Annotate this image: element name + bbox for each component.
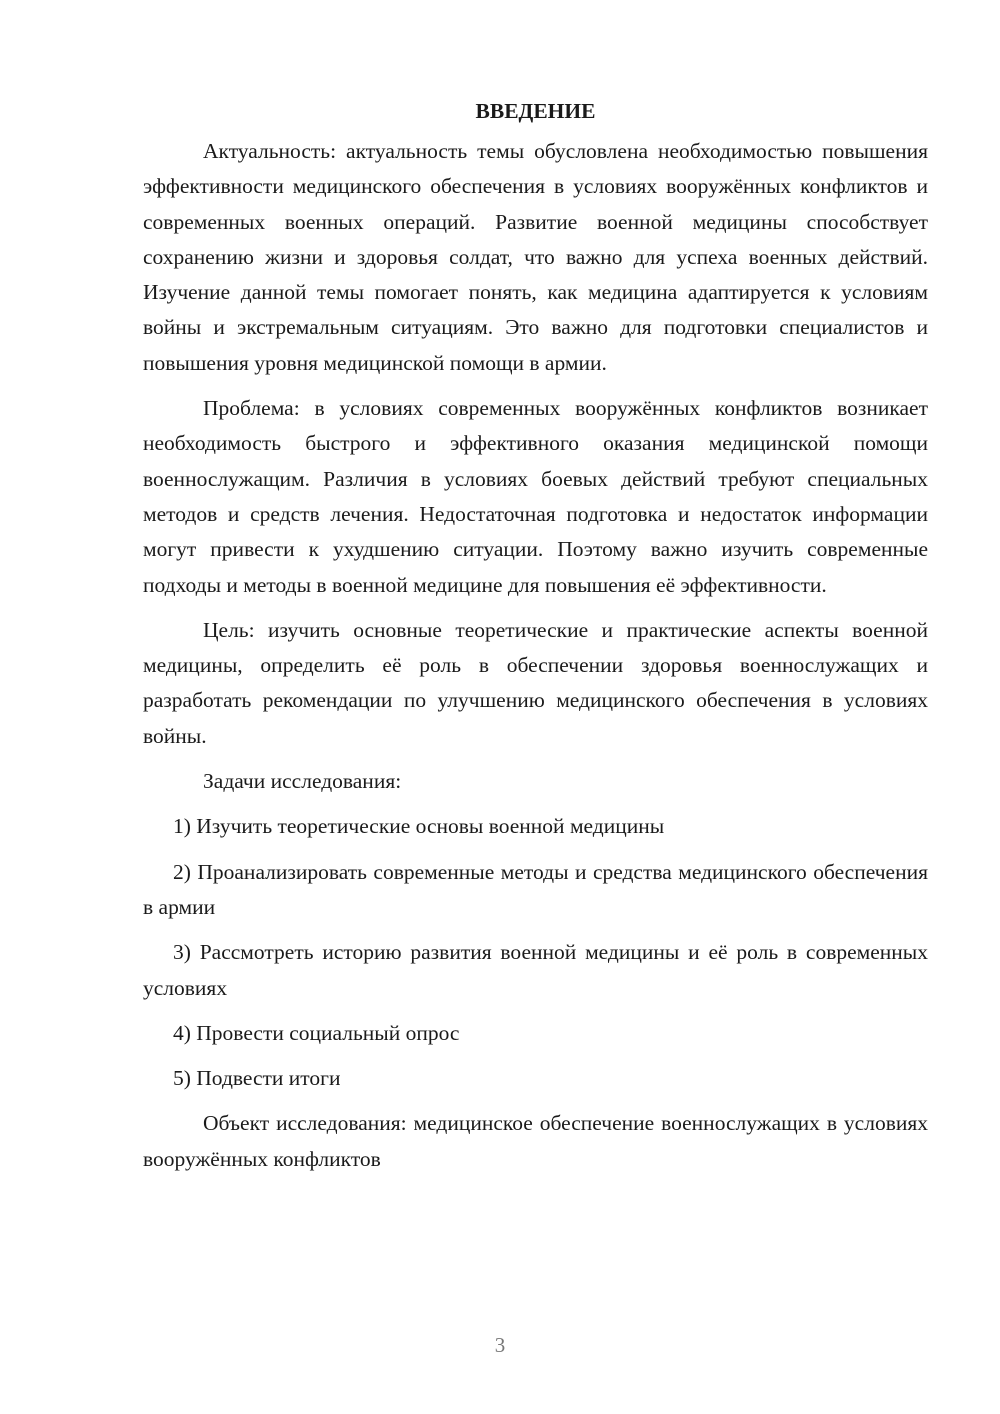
task-item-4: 4) Провести социальный опрос	[173, 1020, 460, 1045]
goal-paragraph: Цель: изучить основные теоретические и практические аспекты военной медицины, определить её роль в обеспечении здоровья военнослужащих и разработать рекомендации по улучшению медицинского обеспечения в условиях войны.	[143, 617, 928, 748]
task-item-3: 3) Рассмотреть историю развития военной медицины и её роль в современных условиях	[143, 940, 928, 1000]
object-paragraph: Объект исследования: медицинское обеспечение военнослужащих в условиях вооружённых конфликтов	[143, 1111, 928, 1171]
problem-paragraph: Проблема: в условиях современных вооружённых конфликтов возникает необходимость быстрого и эффективного оказания медицинской помощи военнослужащим. Различия в условиях боевых действий требуют специальных методов и средств лечения. Недостаточная подготовка и недостаток информации могут привести к ухудшению ситуации. Поэтому важно изучить современные подходы и методы в военной медицине для повышения её эффективности.	[143, 396, 928, 597]
relevance-paragraph: Актуальность: актуальность темы обусловлена необходимостью повышения эффективности медицинского обеспечения в условиях вооружённых конфликтов и современных военных операций. Развитие военной медицины способствует сохранению жизни и здоровья солдат, что важно для успеха военных действий. Изучение данной темы помогает понять, как медицина адаптируется к условиям войны и экстремальным ситуациям. Это важно для подготовки специалистов и повышения уровня медицинской помощи в армии.	[143, 139, 928, 375]
task-item-5: 5) Подвести итоги	[173, 1066, 341, 1091]
task-item-1: 1) Изучить теоретические основы военной медицины	[173, 814, 665, 839]
tasks-heading: Задачи исследования:	[203, 769, 402, 794]
page-number: 3	[494, 1333, 506, 1357]
document-page	[143, 96, 928, 1187]
task-item-2: 2) Проанализировать современные методы и средства медицинского обеспечения в армии	[143, 859, 928, 919]
page-title: ВВЕДЕНИЕ	[475, 99, 596, 123]
